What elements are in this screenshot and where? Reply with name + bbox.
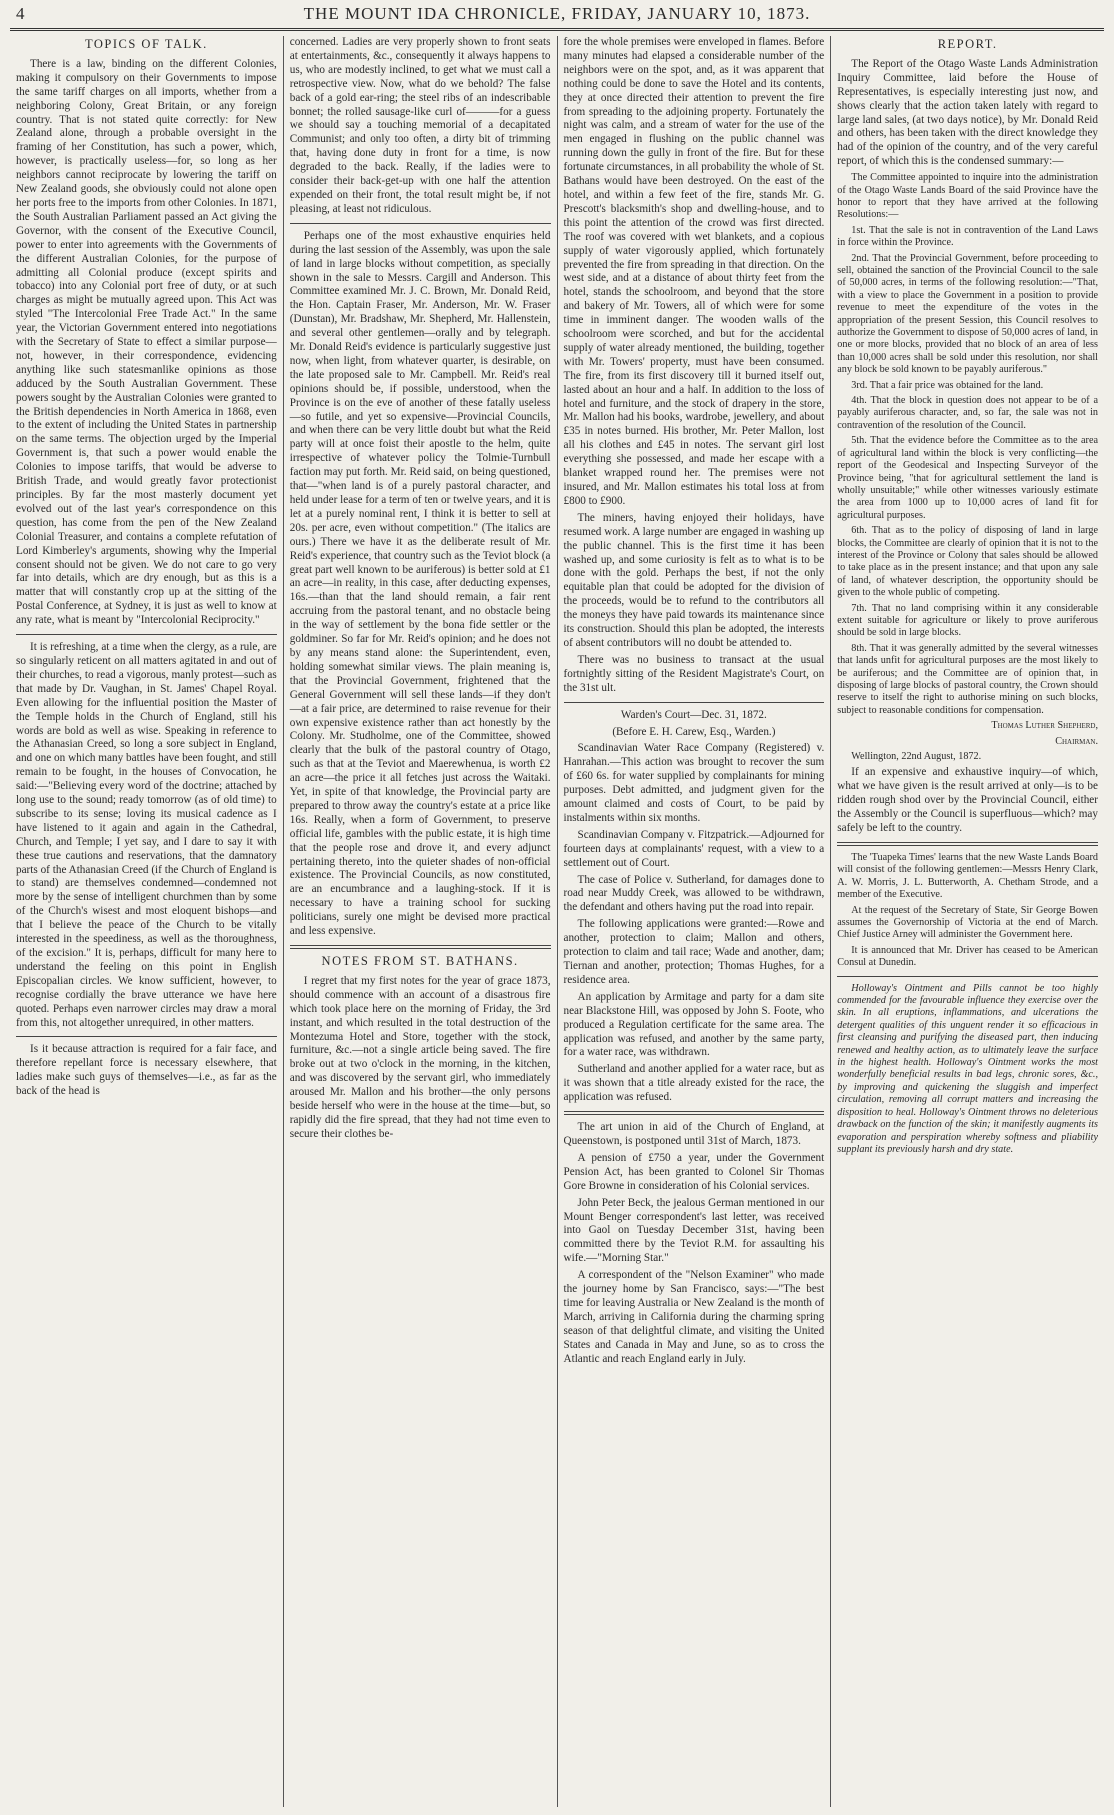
divider (16, 1036, 277, 1037)
article-paragraph: The following applications were granted:—Rowe and another, protection to claim; Mallon and others, protection to claim and tail race; Wade and another, dam; Tiernan and another, protection; Thomas Hughes, for a residence area. (563, 918, 825, 986)
signature-name: Thomas Luther Shepherd, (991, 720, 1098, 732)
divider (16, 634, 277, 635)
article-paragraph: It is refreshing, at a time when the clergy, as a rule, are so singularly reticent on all matters agitated in and out of their churches, to read a vigorous, manly protest—such as that made by Dr. Vaughan, in St. James' Chapel Royal. Even allowing for the influential position the Master of the Temple holds in the Church of England, still his words are bold as well as wise. Speaking in reference to the Athanasian Creed, so long a sore subject in England, and one on which many battles have been fought, and still remain to be fought, in the houses of Convocation, he said:—"Believing every word of the doctrine; attached by long use to the sound; ready tomorrow (as of old time) to subscribe to its sense; loving its musical cadence as I have listened to it again and again in the Cathedral, Church, and Temple; I yet say, and I dare to say it with these true cautions and reservations, that the damnatory parts of the Athanasian Creed (if the Church of England is to stand) are themselves condemned—condemned not more by the sense of intelligent churchmen than by some of the Church's wisest and most eloquent bishops—and that I believe the peace of the Church to be vitally interested in the speediness, as well as the thoroughness, of the excision." It is, perhaps, difficult for many here to understand the feeling on this point in English Episcopalian circles. We know sufficient, however, to recognise cordially the brave utterance we have here quoted. Perhaps even narrower circles may draw a moral from this, not altogether unrequired, in other matters. (16, 641, 277, 1029)
divider (564, 1111, 825, 1115)
article-paragraph: Scandinavian Company v. Fitzpatrick.—Adjourned for fourteen days at complainants' request, with a view to a settlement out of Court. (563, 828, 825, 869)
divider (564, 702, 825, 703)
divider (837, 976, 1098, 977)
article-paragraph: The 'Tuapeka Times' learns that the new Waste Lands Board will consist of the following gentlemen:—Messrs Henry Clark, A. W. Morris, J. L. Butterworth, A. Chetham Strode, and a member of the Executive. (837, 851, 1098, 901)
article-paragraph: A pension of £750 a year, under the Government Pension Act, has been granted to Colonel Sir Thomas Gore Browne in consideration of his Colonial services. (563, 1151, 825, 1192)
topics-of-talk-heading: TOPICS OF TALK. (84, 37, 208, 51)
resolution-item: 8th. That it was generally admitted by the several witnesses that lands unfit for agricultural purposes are the most likely to be auriferous; and the Committee are of opinion that, in disposing of large blocks of pastoral country, the Crown should reserve to itself the right to authorise mining on such blocks, subject to reasonable conditions for compensation. (837, 642, 1098, 716)
article-paragraph: John Peter Beck, the jealous German mentioned in our Mount Benger correspondent's last letter, was received into Gaol on Tuesday December 31st, having been committed there by the Teviot R.M. for assaulting his wife.—"Morning Star." (563, 1196, 825, 1265)
article-paragraph: I regret that my first notes for the year of grace 1873, should commence with an account of a disastrous fire which took place here on the morning of Friday, the 3rd instant, and which resulted in the total destruction of the Montezuma Hotel and Store, together with the stock, furniture, &c.—not a single article being saved. The fire broke out at two o'clock in the morning, in the kitchen, and was discovered by the servant girl, who immediately aroused Mr. Mallon and his brother—the only persons beside herself who were in the house at the time—but, so rapidly did the fire spread, that they had not time even to secure their clothes be- (289, 974, 551, 1140)
column-2 (283, 36, 557, 1807)
column-4 (830, 36, 1104, 1807)
wardens-court-subheading: (Before E. H. Carew, Esq., Warden.) (612, 725, 776, 738)
article-paragraph: fore the whole premises were enveloped in flames. Before many minutes had elapsed a considerable number of the neighbors were on the spot, and, as it was apparent that nothing could be done to save the Hotel and its contents, they at once directed their attention to prevent the fire from spreading to the adjoining property. Fortunately the night was calm, and a stream of water for the use of the men engaged in flushing on the public channel was running down the gully in front of the fire. But for these fortunate circumstances, in all probability the whole of St. Bathans would have been destroyed. On the east of the hotel, and within a few feet of the fire, stands Mr. G. Prescott's blacksmith's shop and dwelling-house, and to this point the attention of the crowd was first directed. The roof was covered with wet blankets, and a copious supply of water vigorously applied, which fortunately prevented the fire from spreading in that direction. On the west side, and at a distance of about thirty feet from the hotel, stands the schoolroom, and beyond that the store and bakery of Mr. Towers, all of which were for some time in imminent danger. The wooden walls of the schoolroom were scorched, and but for the accidental supply of water already mentioned, the building, together with Mr. Towers' property, must have been consumed. The fire, from its first discovery till it burned itself out, lasted about an hour and a half. In addition to the loss of hotel and furniture, and the stock of drapery in the store, Mr. Mallon had his books, wardrobe, jewellery, and about £35 in notes burned. His brother, Mr. Peter Mallon, lost all his clothes and £45 in notes. The servant girl lost everything she possessed, and made her escape with a blanket wrapped round her. The premises were not insured, and Mr. Mallon estimates his total loss at from £800 to £900. (563, 36, 825, 507)
divider (290, 945, 551, 949)
article-paragraph: An application by Armitage and party for a dam site near Blackstone Hill, was opposed by John S. Foote, who produced a Regulation certificate for the same area. The application was refused, and another by the same party, for a water race, was withdrawn. (563, 990, 825, 1059)
article-paragraph: The Report of the Otago Waste Lands Administration Inquiry Committee, laid before the House of Representatives, is especially interesting just now, and shows clearly that the action taken lately with regard to large land sales, (at two days notice), by Mr. Donald Reid and others, has been taken with the direct knowledge they had of the opinion of the country, and of the very careful report, of which this is the condensed summary:— (837, 57, 1098, 168)
article-paragraph: The art union in aid of the Church of England, at Queenstown, is postponed until 31st of March, 1873. (563, 1121, 825, 1147)
resolution-item: 2nd. That the Provincial Government, before proceeding to sell, obtained the sanction of the Provincial Council to the sale of 50,000 acres, in terms of the following resolution:—"That, with a view to place the Government in a position to provide revenue to meet the expenditure of the votes in the appropriation of the present Session, this Council resolves to authorize the Government to dispose of 50,000 acres of land, in one or more blocks, provided that no block of an area of less than 10,000 acres shall be sold under this resolution, nor shall any block be sold known to be payably auriferous." (837, 252, 1098, 376)
divider (290, 223, 551, 224)
column-1 (10, 36, 283, 1807)
article-paragraph: It is announced that Mr. Driver has ceased to be American Consul at Dunedin. (837, 944, 1098, 969)
columns (10, 36, 1104, 1807)
article-paragraph: Scandinavian Water Race Company (Registered) v. Hanrahan.—This action was brought to recover the sum of £60 6s. for water supplied by complainants for mining purposes. Debt admitted, and judgment given for the amount claimed and costs of Court, to be paid by instalments within six months. (563, 742, 825, 824)
resolution-item: 6th. That as to the policy of disposing of land in large blocks, the Committee are clearly of opinion that it is not to the interest of the Province or Colony that sales should be allowed to take place as in the present instance; and that upon any sale of land, of whatever description, the opportunity should be given to the whole public of competing. (837, 525, 1098, 599)
divider (837, 842, 1098, 846)
signature-place-date: Wellington, 22nd August, 1872. (851, 751, 982, 763)
article-paragraph: Perhaps one of the most exhaustive enquiries held during the last session of the Assembly, was upon the sale of land in large blocks without competition, as specially shown in the sale to Messrs. Cargill and Anderson. This Committee examined Mr. J. C. Brown, Mr. Donald Reid, the Hon. Captain Fraser, Mr. Anderson, Mr. W. Fraser (Dunstan), Mr. Bradshaw, Mr. Shepherd, Mr. Hallenstein, and several other gentlemen—orally and by telegraph. Mr. Donald Reid's evidence is particularly suggestive just now, when light, from whatever quarter, is desirable, on the late proposed sale to Mr. Campbell. Mr. Reid's real opinions should be, if possible, understood, when the Province is on the eve of another of these fatally useless—so futile, and yet so expensive—Provincial Councils, and when there can be very little doubt but what the Reid party will at once foist their apostle to the helm, quite irrespective of whatever policy the Tolmie-Turnbull faction may put forth. Mr. Reid said, on being questioned, that—"when land is of a purely pastoral character, and held under lease for a term of ten or twelve years, and it is let at a purely nominal rent, I think it is better to sell at 20s. per acre, even without competition." (The italics are ours.) There we have it as the deliberate result of Mr. Reid's experience, that country such as the Teviot block (a great part well known to be auriferous) is better sold at £1 an acre—in reality, in this case, after deducting expenses, 16s.—than that the land should remain, a fair rent accruing from the pastoral tenant, and no obstacle being in the way of settlement by the bona fide settler or the goldminer. So far for Mr. Reid's opinion; and he does not by any means stand alone: the Superintendent, even, holding somewhat similar views. The plain meaning is, that the Provincial Government, frightened that the General Government will sell these lands—if they don't—at a fair price, are determined to raise revenue for their own expensive existence rather than act honestly by the Colony. Mr. Studholme, one of the Committee, showed clearly that the bulk of the pastoral country of Otago, such as that at the Teviot and Maerewhenua, is worth £2 an acre—the price it all fetches just across the Waitaki. Yet, in spite of that knowledge, the Provincial party are prepared to throw away the country's estate at a price like 16s. Really, when a form of Government, to preserve official life, gambles with the public estate, it is high time that the people rose and drove it, and every adjunct pertaining thereto, into the quieter shades of non-official existence. The Provincial Councils, as now constituted, are an encumbrance and a laughing-stock. If it is necessary to have a training school for sucking politicians, surely one might be devised more practical and less expensive. (289, 229, 551, 938)
masthead (10, 0, 1104, 31)
signature-role: Chairman. (1055, 735, 1098, 747)
advertisement-paragraph: Holloway's Ointment and Pills cannot be too highly commended for the favourable influence they exercise over the skin. In all eruptions, inflammations, and ulcerations the detergent qualities of this unguent render it so efficacious in first cleansing and purifying the diseased part, then inducing renewed and healthy action, as to ultimately leave the surface in the highest health. Holloway's Ointment works the most wonderfully beneficial results in bad legs, chronic sores, &c., by improving and quickening the sluggish and imperfect circulation, removing all corrupt matters and increasing the disposition to heal. Holloway's Ointment throws no deleterious drawback on the function of the skin; it manifestly augments its evaporation and perspiration whereby softness and pliability supplant its previously harsh and dry state. (837, 982, 1098, 1155)
article-paragraph: There was no business to transact at the usual fortnightly sitting of the Resident Magistrate's Court, on the 31st ult. (563, 653, 825, 694)
report-paragraph: The Committee appointed to inquire into the administration of the Otago Waste Lands Board of the said Province have the honor to report that they have arrived at the following Resolutions:— (837, 172, 1098, 221)
report-heading: REPORT. (937, 37, 998, 51)
page-number: 4 (16, 4, 25, 23)
resolution-item: 7th. That no land comprising within it any considerable extent suitable for agriculture or likely to prove auriferous should be sold in large blocks. (837, 602, 1098, 639)
wardens-court-heading: Warden's Court—Dec. 31, 1872. (620, 708, 767, 721)
article-paragraph: Is it because attraction is required for a fair face, and therefore repellant force is necessary elsewhere, that ladies make such guys of themselves—i.e., as far as the back of the head is (16, 1043, 277, 1098)
article-paragraph: If an expensive and exhaustive inquiry—of which, what we have given is the result arrived at only—is to be ridden rough shod over by the Provincial Council, either the Assembly or the Council is superfluous—which? may safely be left to the country. (837, 766, 1098, 835)
article-paragraph: The miners, having enjoyed their holidays, have resumed work. A large number are engaged in washing up the public channel. This is the first time it has been washed up, and some curiosity is felt as to what is to be done with the gold. Perhaps the best, if not the only equitable plan that could be adopted for the division of the proceeds, would be to refund to the contributors all the moneys they have paid towards its maintenance since its construction. Should this plan be adopted, the interests of absent contributors will no doubt be attended to. (563, 511, 825, 649)
article-paragraph: The case of Police v. Sutherland, for damages done to road near Muddy Creek, was allowed to be withdrawn, the defendant and others having put the road into repair. (563, 873, 825, 914)
article-paragraph: concerned. Ladies are very properly shown to front seats at entertainments, &c., consequently it always happens to us, who are modestly inclined, to get what we must call a retrospective view. Now, what do we behold? The false back of a gold ear-ring; the steel ribs of an indescribable bonnet; the rolled sausage-like curl of———for a guess we should say a touching memorial of a decapitated Communist; and only too often, a dirty bit of trimming that, having done duty in front for a time, is now degraded to the back. Really, if the ladies were to consider their back-get-up with one half the attention expended on their front, the total result might be, if not pleasing, at least not ridiculous. (289, 36, 551, 215)
resolution-item: 5th. That the evidence before the Committee as to the area of agricultural land within the block is very conflicting—the report of the Geodesical and Inspecting Surveyor of the Province being, "that for agricultural settlement the land is wholly unsuitable;" while other witnesses variously estimate the area from 1000 up to 10,000 acres of land fit for agricultural purposes. (837, 435, 1098, 521)
article-paragraph: A correspondent of the "Nelson Examiner" who made the journey home by San Francisco, says:—"The best time for leaving Australia or New Zealand is the month of March, arriving in California during the charming spring season of that delightful climate, and visiting the United States and Canada in May and June, so as to cross the Atlantic and reach England early in July. (563, 1269, 825, 1365)
column-3 (557, 36, 831, 1807)
st-bathans-heading: NOTES FROM ST. BATHANS. (321, 954, 519, 968)
resolution-item: 1st. That the sale is not in contravention of the Land Laws in force within the Province. (837, 224, 1098, 249)
resolution-item: 3rd. That a fair price was obtained for the land. (851, 379, 1044, 391)
resolution-item: 4th. That the block in question does not appear to be of a payably auriferous character, and, so far, the sale was not in contravention of the resolution of the Council. (837, 395, 1098, 431)
article-paragraph: At the request of the Secretary of State, Sir George Bowen assumes the Governorship of Victoria at the end of March. Chief Justice Arney will administer the Government here. (837, 904, 1098, 941)
article-paragraph: Sutherland and another applied for a water race, but as it was shown that a title already existed for the race, the application was refused. (563, 1063, 825, 1104)
article-paragraph: There is a law, binding on the different Colonies, making it compulsory on their Governments to impose the same tariff charges on all imports, whether from a neighboring Colony, Great Britain, or any foreign country. That is not stated quite correctly: for New Zealand alone, through a probable oversight in the framing of her Constitution, has such a power, which, however, is practically useless—for, so long as her neighbors cannot reciprocate by lowering the tariff on New Zealand goods, she obviously could not alone open her ports free to the imports from other Colonies. In 1871, the South Australian Parliament passed an Act giving the Governor, with the consent of the Executive Council, power to enter into agreements with the Governments of the different Australian Colonies, for the purpose of admitting all Colonial produce (except spirits and tobacco) into any Colonial port free of duty, or at such charges as might be mutually agreed upon. This Act was styled "The Intercolonial Free Trade Act." In the same year, the Victorian Government entered into negotiations with the Secretary of State to effect a similar purpose—not, however, in their correspondence, evidencing anything like such statesmanlike opinions as those adduced by the South Australian Government. These powers sought by the Australian Colonies were granted to the British dependencies in North America in 1868, even to the extent of including the United States in partnership on the same terms. The objection urged by the Imperial Government is, that such a power would enable the Colonies to impose tariffs, that would be adverse to British Trade, and would greatly favor protectionist principles. By far the most masterly document yet evolved out of the last year's correspondence on this question, has come from the pen of the New Zealand Colonial Treasurer, and contains a complete refutation of Lord Kimberley's arguments, showing why the Imperial consent should not be given. We do not care to go very far into details, which are dry enough, but as this is a matter that will constantly crop up at the sitting of the Postal Conference, at Sydney, it is just as well to know at any rate, what is meant by "Intercolonial Reciprocity." (16, 57, 277, 627)
newspaper-title: THE MOUNT IDA CHRONICLE, FRIDAY, JANUARY 10, 1873. (303, 4, 811, 23)
